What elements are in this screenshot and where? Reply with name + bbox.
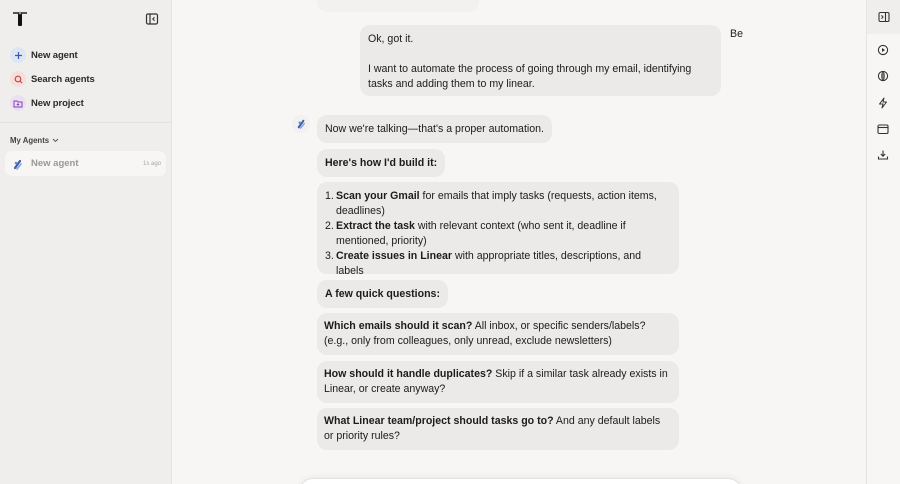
search-agents-button[interactable] (0, 67, 172, 91)
agent-list-item[interactable] (5, 151, 166, 176)
new-agent-label: New agent (31, 49, 78, 61)
step-bold: Create issues in Linear (336, 250, 452, 262)
step-item: 2. Extract the task with relevant context (who sent it, deadline if mentioned, priority) (325, 220, 626, 247)
step-item: 1. Scan your Gmail for emails that imply tasks (requests, action items, deadlines) (325, 190, 657, 217)
play-circle-icon[interactable] (876, 43, 890, 57)
chevron-down-icon (52, 136, 59, 145)
user-avatar-label: Be (730, 28, 743, 40)
new-project-button[interactable] (0, 91, 172, 115)
agent-timestamp: 1s ago (142, 160, 161, 167)
agent-avatar-icon (12, 158, 24, 170)
question-bubble: Which emails should it scan? All inbox, or specific senders/labels? (e.g., only from colleagues, only unread, exclude newsletters) (317, 313, 679, 355)
step-item: 3. Create issues in Linear with appropriate titles, descriptions, and labels (325, 250, 642, 277)
steps-list (325, 189, 671, 279)
search-icon (10, 71, 26, 87)
question-bubble: What Linear team/project should tasks go to? And any default labels or priority rules? (317, 408, 679, 450)
new-agent-button[interactable] (0, 43, 172, 67)
sidebar-divider (0, 122, 172, 123)
user-message-bubble (360, 25, 721, 96)
plus-icon (10, 47, 26, 63)
assistant-intro-bubble: Now we're talking—that's a proper automation. (317, 115, 552, 143)
new-project-label: New project (31, 97, 84, 109)
globe-icon[interactable] (876, 69, 890, 83)
step-bold: Extract the task (336, 220, 415, 232)
folder-plus-icon (10, 95, 26, 111)
browser-window-icon[interactable] (876, 122, 890, 136)
download-icon[interactable] (876, 148, 890, 162)
question-bubble: How should it handle duplicates? Skip if a similar task already exists in Linear, or create anyway? (317, 361, 679, 403)
right-rail (866, 0, 900, 484)
user-message-line1: Ok, got it. (368, 33, 414, 45)
agent-name: New agent (31, 158, 79, 169)
search-agents-label: Search agents (31, 73, 95, 85)
chat-area (172, 0, 866, 484)
panel-toggle-icon[interactable] (867, 0, 900, 34)
my-agents-section-toggle[interactable] (10, 136, 59, 145)
assistant-steps-bubble (317, 182, 679, 277)
assistant-avatar-icon (292, 115, 310, 133)
message-composer[interactable] (299, 478, 742, 484)
assistant-questions-heading: A few quick questions: (317, 280, 448, 308)
previous-message-bubble (317, 0, 479, 12)
step-bold: Scan your Gmail (336, 190, 420, 202)
my-agents-label: My Agents (10, 136, 50, 145)
user-message-line2: I want to automate the process of going through my email, identifying tasks and adding them to my linear. (368, 63, 692, 90)
assistant-how-heading: Here's how I'd build it: (317, 149, 445, 177)
app-logo-icon[interactable] (12, 10, 28, 28)
collapse-sidebar-icon[interactable] (145, 12, 159, 26)
zap-icon[interactable] (876, 96, 890, 110)
sidebar (0, 0, 172, 484)
sidebar-nav (0, 43, 172, 115)
